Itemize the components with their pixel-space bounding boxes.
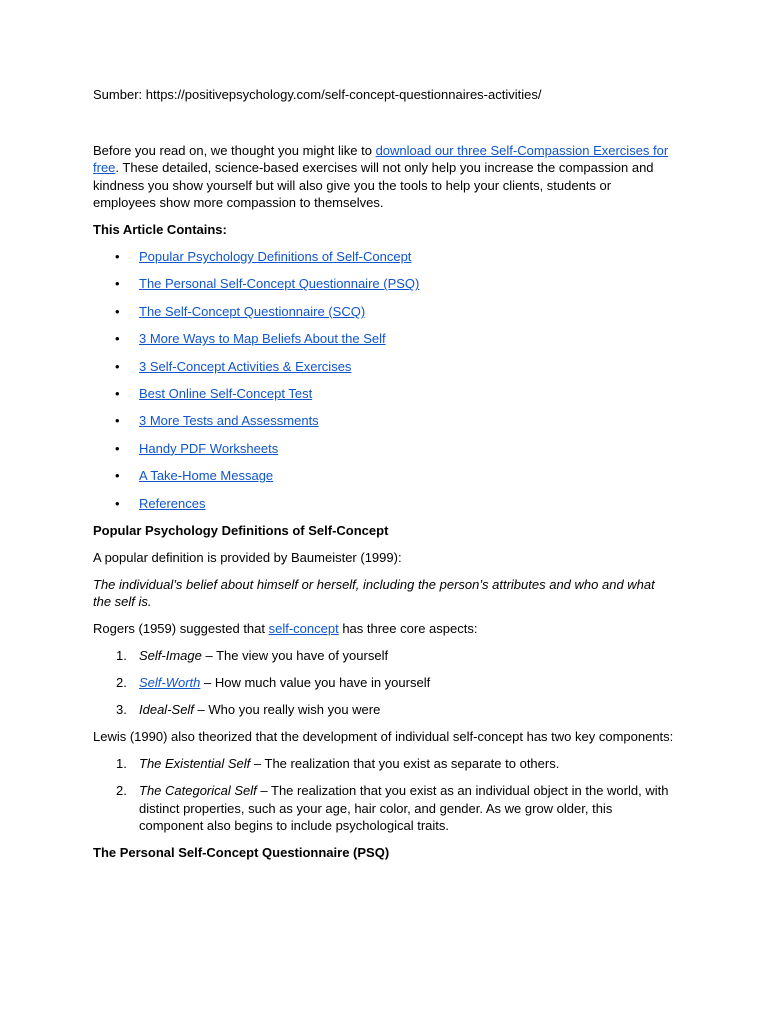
list-number: 2.: [116, 675, 127, 691]
toc-item: [93, 330, 675, 357]
toc-item: [93, 467, 675, 494]
toc-item: [93, 440, 675, 467]
bullet-icon: •: [115, 385, 120, 401]
list-item: [93, 782, 675, 835]
list-item: [93, 647, 675, 665]
toc-link-more-tests[interactable]: 3 More Tests and Assessments: [139, 413, 319, 429]
list-number: 1.: [116, 756, 127, 772]
rogers-aspects-list: [93, 647, 675, 719]
toc-link-map-beliefs[interactable]: 3 More Ways to Map Beliefs About the Self: [139, 331, 386, 347]
section-heading-definitions: Popular Psychology Definitions of Self-Concept: [93, 522, 389, 538]
toc-item: [93, 248, 675, 275]
table-of-contents: [93, 248, 675, 522]
toc-link-psq[interactable]: The Personal Self-Concept Questionnaire (PSQ): [139, 276, 420, 292]
list-number: 3.: [116, 702, 127, 718]
baumeister-intro: A popular definition is provided by Baumeister (1999):: [93, 549, 402, 565]
term-description: – How much value you have in yourself: [200, 675, 431, 691]
list-number: 2.: [116, 783, 127, 799]
self-concept-link[interactable]: self-concept: [268, 621, 339, 637]
intro-paragraph: [93, 142, 675, 212]
toc-item: [93, 358, 675, 385]
bullet-icon: •: [115, 249, 120, 264]
list-item: [93, 755, 675, 773]
bullet-icon: •: [115, 331, 120, 347]
term-description: – The view you have of yourself: [201, 648, 389, 664]
lewis-intro: Lewis (1990) also theorized that the development of individual self-concept has two key components:: [93, 729, 674, 745]
term-description: – The realization that you exist as an individual object in the world, with distinct properties, such as your age, hair color, and gender. As we grow older, this component also begins to include psychological traits.: [139, 783, 669, 834]
bullet-icon: •: [115, 358, 120, 374]
toc-link-references[interactable]: References: [139, 495, 206, 511]
section-heading-psq: The Personal Self-Concept Questionnaire (PSQ): [93, 845, 390, 861]
toc-link-take-home[interactable]: A Take-Home Message: [139, 468, 274, 484]
bullet-icon: •: [115, 276, 120, 292]
list-number: 1.: [116, 648, 127, 664]
toc-item: [93, 385, 675, 412]
rogers-text-before: Rogers (1959) suggested that: [93, 621, 269, 637]
intro-text-after: . These detailed, science-based exercises will not only help you increase the compassion and kindness you show yourself but will also give you the tools to help your clients, students or employees show more compassion to themselves.: [93, 160, 654, 210]
toc-link-worksheets[interactable]: Handy PDF Worksheets: [139, 440, 279, 456]
lewis-components-list: [93, 755, 675, 835]
term-categorical-self: The Categorical Self: [139, 783, 257, 799]
download-exercises-link[interactable]: download our three Self-Compassion Exercises for free: [93, 142, 669, 175]
toc-link-scq[interactable]: The Self-Concept Questionnaire (SCQ): [139, 303, 366, 319]
intro-text-before: Before you read on, we thought you might like to: [93, 142, 376, 158]
toc-link-online-test[interactable]: Best Online Self-Concept Test: [139, 385, 313, 401]
term-self-image: Self-Image: [139, 648, 202, 664]
term-description: – The realization that you exist as separate to others.: [250, 756, 560, 772]
toc-item: [93, 412, 675, 439]
bullet-icon: •: [115, 495, 120, 511]
bullet-icon: •: [115, 468, 120, 484]
toc-link-definitions[interactable]: Popular Psychology Definitions of Self-Concept: [139, 249, 412, 264]
source-line: Sumber: https://positivepsychology.com/self-concept-questionnaires-activities/: [93, 87, 542, 102]
toc-link-activities[interactable]: 3 Self-Concept Activities & Exercises: [139, 358, 352, 374]
rogers-text-after: has three core aspects:: [338, 621, 478, 637]
bullet-icon: •: [115, 303, 120, 319]
list-item: [93, 701, 675, 719]
term-ideal-self: Ideal-Self: [139, 702, 194, 718]
self-worth-link[interactable]: Self-Worth: [139, 675, 201, 691]
toc-item: [93, 495, 675, 522]
toc-item: [93, 303, 675, 330]
document-body: [93, 86, 675, 871]
definition-quote: The individual’s belief about himself or herself, including the person’s attributes and who and what the self is.: [93, 576, 655, 610]
term-description: – Who you really wish you were: [193, 702, 381, 718]
toc-item: [93, 275, 675, 302]
bullet-icon: •: [115, 413, 120, 429]
list-item: [93, 674, 675, 692]
term-existential-self: The Existential Self: [139, 756, 251, 772]
rogers-paragraph: [93, 620, 675, 638]
bullet-icon: •: [115, 440, 120, 456]
contents-heading: This Article Contains:: [93, 222, 227, 237]
